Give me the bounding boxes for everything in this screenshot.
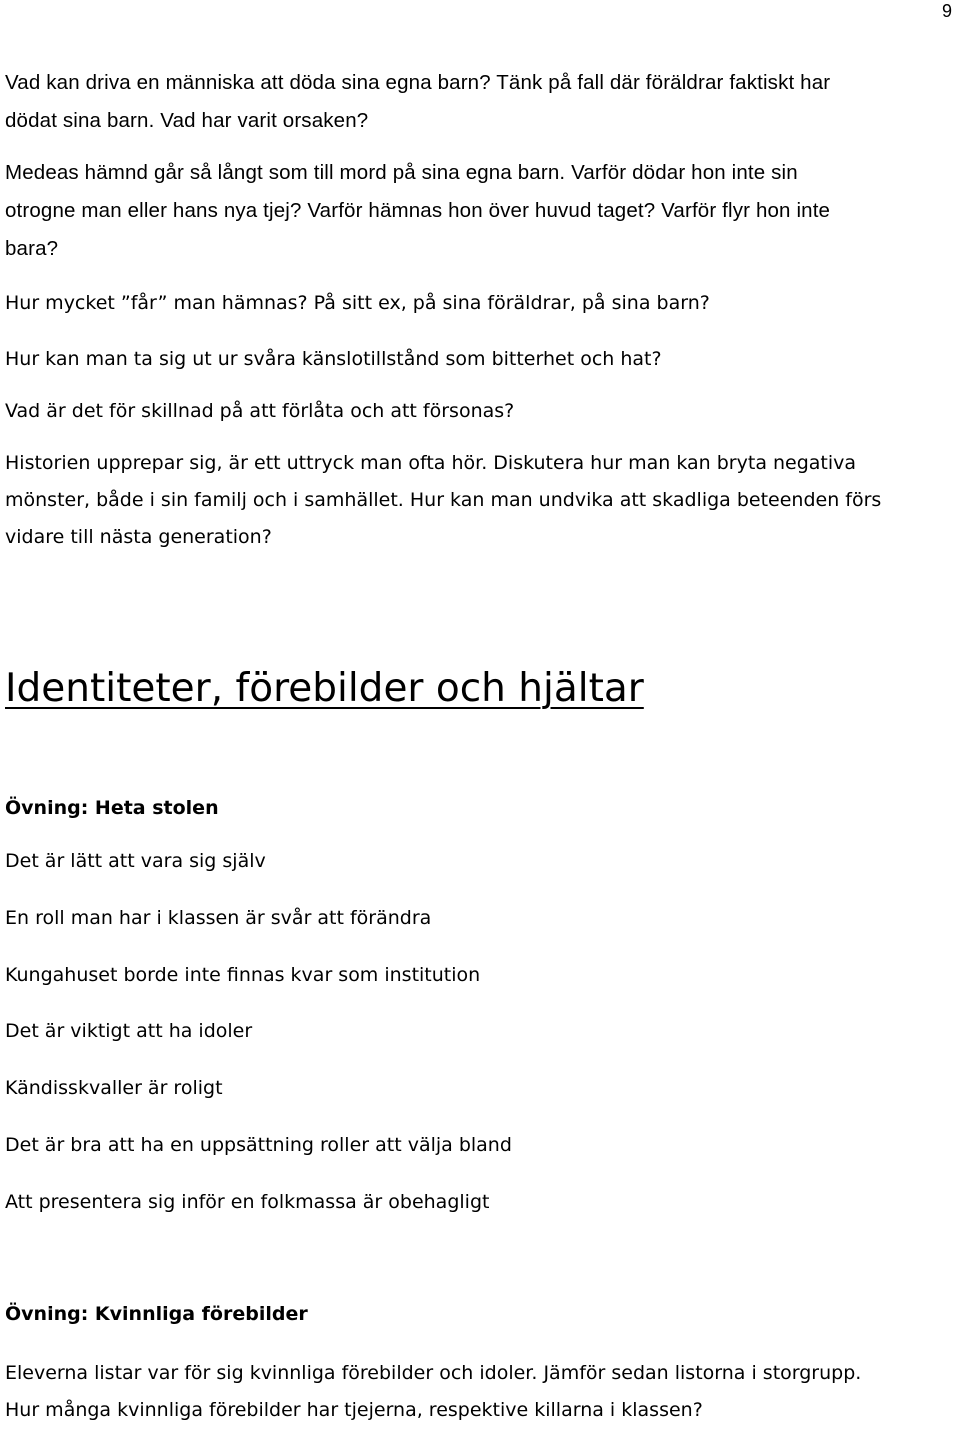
text-line: Vad kan driva en människa att döda sina egna barn? Tänk på fall där föräldrar faktiskt har — [5, 71, 831, 94]
exercise-title: Övning: Kvinnliga förebilder — [5, 1303, 308, 1325]
question-paragraph-3: Hur mycket ”får” man hämnas? På sitt ex, på sina föräldrar, på sina barn? — [5, 292, 710, 314]
statement: Kungahuset borde inte finnas kvar som institution — [5, 964, 481, 986]
exercise-description — [5, 1355, 861, 1429]
question-paragraph-5: Vad är det för skillnad på att förlåta och att försonas? — [5, 400, 515, 422]
statement: Att presentera sig inför en folkmassa är obehagligt — [5, 1191, 490, 1213]
text-line: Hur många kvinnliga förebilder har tjejerna, respektive killarna i klassen? — [5, 1399, 703, 1421]
statement: Det är lätt att vara sig själv — [5, 850, 266, 872]
statement: Det är viktigt att ha idoler — [5, 1020, 253, 1042]
statement: Kändisskvaller är roligt — [5, 1077, 223, 1099]
question-paragraph-1 — [5, 64, 830, 140]
text-line: bara? — [5, 237, 59, 260]
text-line: vidare till nästa generation? — [5, 526, 272, 548]
exercise-title: Övning: Heta stolen — [5, 797, 219, 819]
text-line: otrogne man eller hans nya tjej? Varför hämnas hon över huvud taget? Varför flyr hon inte — [5, 199, 831, 222]
text-line: mönster, både i sin familj och i samhället. Hur kan man undvika att skadliga beteenden förs — [5, 489, 882, 511]
statement: En roll man har i klassen är svår att förändra — [5, 907, 432, 929]
section-heading: Identiteter, förebilder och hjältar — [5, 666, 644, 711]
page-number: 9 — [941, 1, 952, 21]
text-line: dödat sina barn. Vad har varit orsaken? — [5, 109, 369, 132]
text-line: Eleverna listar var för sig kvinnliga förebilder och idoler. Jämför sedan listorna i storgrupp. — [5, 1362, 862, 1384]
question-paragraph-2 — [5, 154, 830, 268]
text-line: Medeas hämnd går så långt som till mord på sina egna barn. Varför dödar hon inte sin — [5, 161, 798, 184]
question-paragraph-6 — [5, 445, 881, 556]
statement: Det är bra att ha en uppsättning roller att välja bland — [5, 1134, 512, 1156]
text-line: Historien upprepar sig, är ett uttryck man ofta hör. Diskutera hur man kan bryta negativa — [5, 452, 857, 474]
question-paragraph-4: Hur kan man ta sig ut ur svåra känslotillstånd som bitterhet och hat? — [5, 348, 662, 370]
